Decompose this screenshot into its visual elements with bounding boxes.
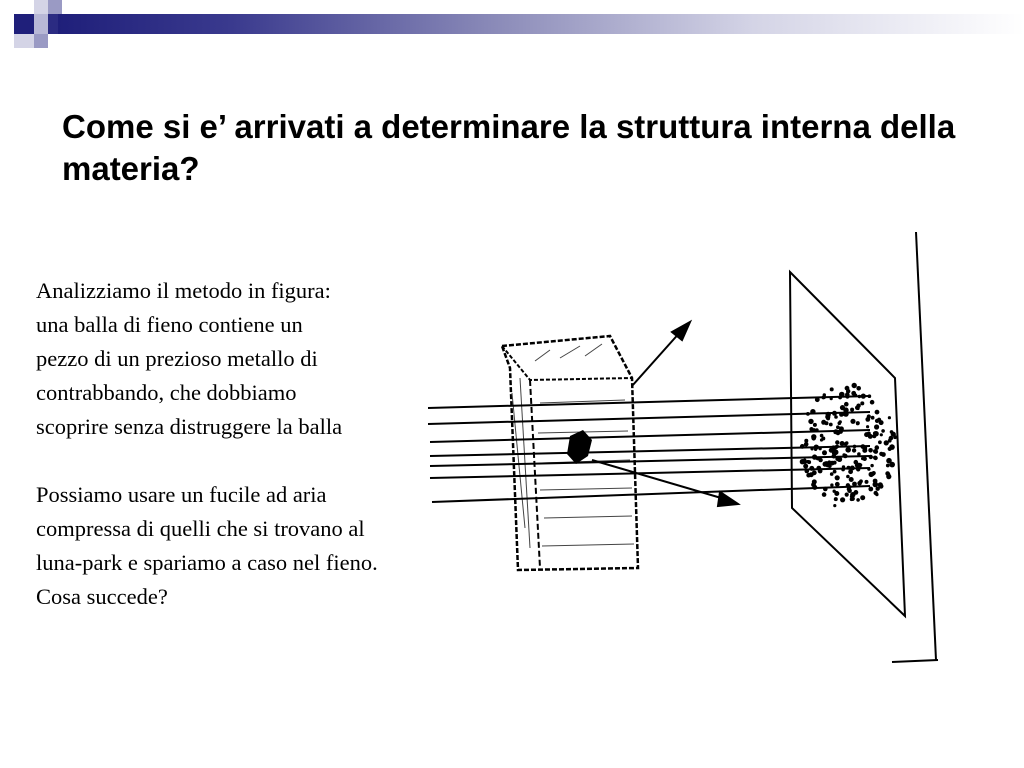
impact-dot — [890, 430, 894, 434]
impact-dot — [857, 452, 861, 456]
impact-dot — [825, 421, 829, 425]
impact-dot — [835, 475, 840, 480]
impact-dot — [868, 448, 873, 453]
impact-dot — [886, 474, 891, 479]
impact-dot — [870, 400, 875, 405]
impact-dot — [881, 452, 886, 457]
impact-dot — [860, 401, 864, 405]
impact-dot — [858, 395, 861, 398]
impact-dot — [852, 383, 857, 388]
impact-dot — [803, 459, 806, 462]
body-line: Possiamo usare un fucile ad aria — [36, 482, 327, 507]
impact-dot — [831, 447, 835, 451]
header-gradient-band — [58, 14, 1024, 34]
impact-dot — [823, 487, 828, 492]
impact-dot — [850, 408, 854, 412]
impact-dot — [864, 432, 869, 437]
impact-dot — [873, 431, 877, 435]
impact-dot — [828, 464, 832, 468]
impact-dot — [827, 460, 831, 464]
impact-dot — [810, 447, 813, 450]
impact-dot — [869, 455, 873, 459]
impact-dot — [833, 504, 836, 507]
impact-dot — [845, 447, 851, 453]
deflected-projectile-arrow-icon — [592, 322, 738, 506]
header-square — [48, 14, 58, 34]
body-line: compressa di quelli che si trovano al — [36, 516, 365, 541]
impact-dot — [874, 449, 879, 454]
impact-dot — [847, 487, 850, 490]
impact-dot — [815, 397, 820, 402]
impact-dot — [821, 437, 825, 441]
impact-dot — [845, 392, 850, 397]
impact-dot — [870, 464, 873, 467]
impact-dot — [889, 444, 895, 450]
impact-dot — [854, 490, 859, 495]
impact-dot — [893, 435, 897, 439]
body-line: Analizziamo il metodo in figura: — [36, 278, 331, 303]
impact-dot — [873, 479, 878, 484]
impact-dot — [830, 472, 834, 476]
impact-dot — [834, 497, 838, 501]
impact-dot — [809, 472, 814, 477]
impact-dot — [845, 493, 849, 497]
impact-dot — [841, 468, 845, 472]
impact-dot — [888, 439, 892, 443]
impact-dot — [856, 467, 860, 471]
impact-dot — [842, 411, 847, 416]
impact-dot — [861, 457, 864, 460]
impact-dot — [856, 498, 860, 502]
impact-dot — [826, 412, 831, 417]
impact-dot — [822, 396, 826, 400]
impact-dot — [829, 423, 833, 427]
header-square — [14, 34, 34, 48]
impact-dot — [822, 492, 827, 497]
impact-dot — [835, 457, 839, 461]
impact-dot — [855, 463, 860, 468]
impact-dot — [856, 421, 860, 425]
impact-dot — [865, 417, 870, 422]
impact-dot — [833, 461, 837, 465]
body-line: una balla di fieno contiene un — [36, 312, 303, 337]
impact-dot — [810, 409, 815, 414]
impact-dot — [830, 387, 834, 391]
impact-dot — [860, 495, 865, 500]
impact-dot — [804, 439, 808, 443]
projectile-path-icon — [428, 396, 870, 502]
header-decoration — [0, 0, 1024, 62]
impact-dot — [839, 426, 844, 431]
impact-dot — [865, 480, 869, 484]
impact-dot — [835, 482, 840, 487]
impact-dot — [806, 412, 810, 416]
impact-dot — [852, 482, 857, 487]
impact-dots-icon — [800, 383, 897, 507]
impact-dot — [875, 445, 880, 450]
impact-dot — [888, 416, 891, 419]
impact-dot — [840, 497, 845, 502]
impact-dot — [847, 466, 851, 470]
impact-dot — [886, 464, 890, 468]
impact-dot — [886, 458, 892, 464]
header-square — [34, 34, 48, 48]
impact-dot — [866, 425, 869, 428]
impact-dot — [835, 440, 839, 444]
impact-dot — [880, 433, 883, 436]
impact-dot — [871, 472, 875, 476]
header-square — [34, 0, 48, 14]
body-line: pezzo di un prezioso metallo di — [36, 346, 318, 371]
impact-dot — [868, 487, 873, 492]
paragraph-gap — [36, 444, 486, 478]
impact-dot — [815, 445, 819, 449]
impact-dot — [879, 420, 884, 425]
impact-dot — [846, 483, 850, 487]
impact-dot — [832, 411, 837, 416]
hay-bale-scattering-diagram-icon — [420, 228, 960, 668]
impact-dot — [839, 392, 845, 398]
body-line: Cosa succede? — [36, 584, 168, 609]
impact-dot — [818, 469, 823, 474]
impact-dot — [848, 469, 853, 474]
impact-dot — [803, 464, 808, 469]
impact-dot — [833, 470, 837, 474]
impact-dot — [813, 423, 817, 427]
impact-dot — [876, 487, 880, 491]
impact-dot — [855, 405, 860, 410]
impact-dot — [840, 405, 845, 410]
impact-dot — [822, 450, 827, 455]
impact-dot — [832, 454, 837, 459]
impact-dot — [808, 419, 813, 424]
impact-dot — [830, 397, 833, 400]
impact-dot — [844, 402, 849, 407]
impact-dot — [881, 429, 885, 433]
body-line: luna-park e spariamo a caso nel fieno. — [36, 550, 378, 575]
impact-dot — [844, 442, 848, 446]
slide-title: Come si e’ arrivati a determinare la struttura interna della materia? — [62, 108, 956, 187]
impact-dot — [812, 428, 815, 431]
impact-dot — [830, 483, 833, 486]
impact-dot — [850, 419, 855, 424]
impact-dot — [818, 458, 822, 462]
impact-dot — [878, 440, 882, 444]
impact-dot — [852, 448, 856, 452]
impact-dot — [867, 467, 870, 470]
body-line: contrabbando, che dobbiamo — [36, 380, 297, 405]
impact-dot — [849, 477, 854, 482]
impact-dot — [853, 445, 857, 449]
impact-dot — [807, 460, 811, 464]
impact-dot — [856, 386, 861, 391]
impact-dot — [839, 420, 842, 423]
body-line: scoprire senza distruggere la balla — [36, 414, 343, 439]
impact-dot — [875, 493, 878, 496]
impact-dot — [868, 394, 872, 398]
impact-dot — [834, 429, 838, 433]
header-square — [14, 14, 34, 34]
header-square — [34, 14, 48, 34]
impact-dot — [861, 444, 866, 449]
impact-dot — [859, 479, 863, 483]
impact-dot — [871, 416, 875, 420]
header-square — [48, 0, 62, 14]
impact-dot — [846, 475, 850, 479]
impact-dot — [809, 466, 814, 471]
impact-dot — [845, 386, 850, 391]
impact-dot — [812, 454, 817, 459]
impact-dot — [851, 391, 856, 396]
impact-dot — [873, 456, 877, 460]
impact-dot — [805, 469, 810, 474]
impact-dot — [811, 434, 816, 439]
slide-body — [36, 274, 486, 614]
impact-dot — [842, 453, 845, 456]
impact-dot — [834, 491, 839, 496]
metal-nugget-icon — [567, 430, 592, 464]
impact-dot — [874, 424, 879, 429]
impact-dot — [818, 447, 821, 450]
impact-dot — [861, 394, 866, 399]
impact-dot — [811, 482, 816, 487]
impact-dot — [875, 410, 880, 415]
